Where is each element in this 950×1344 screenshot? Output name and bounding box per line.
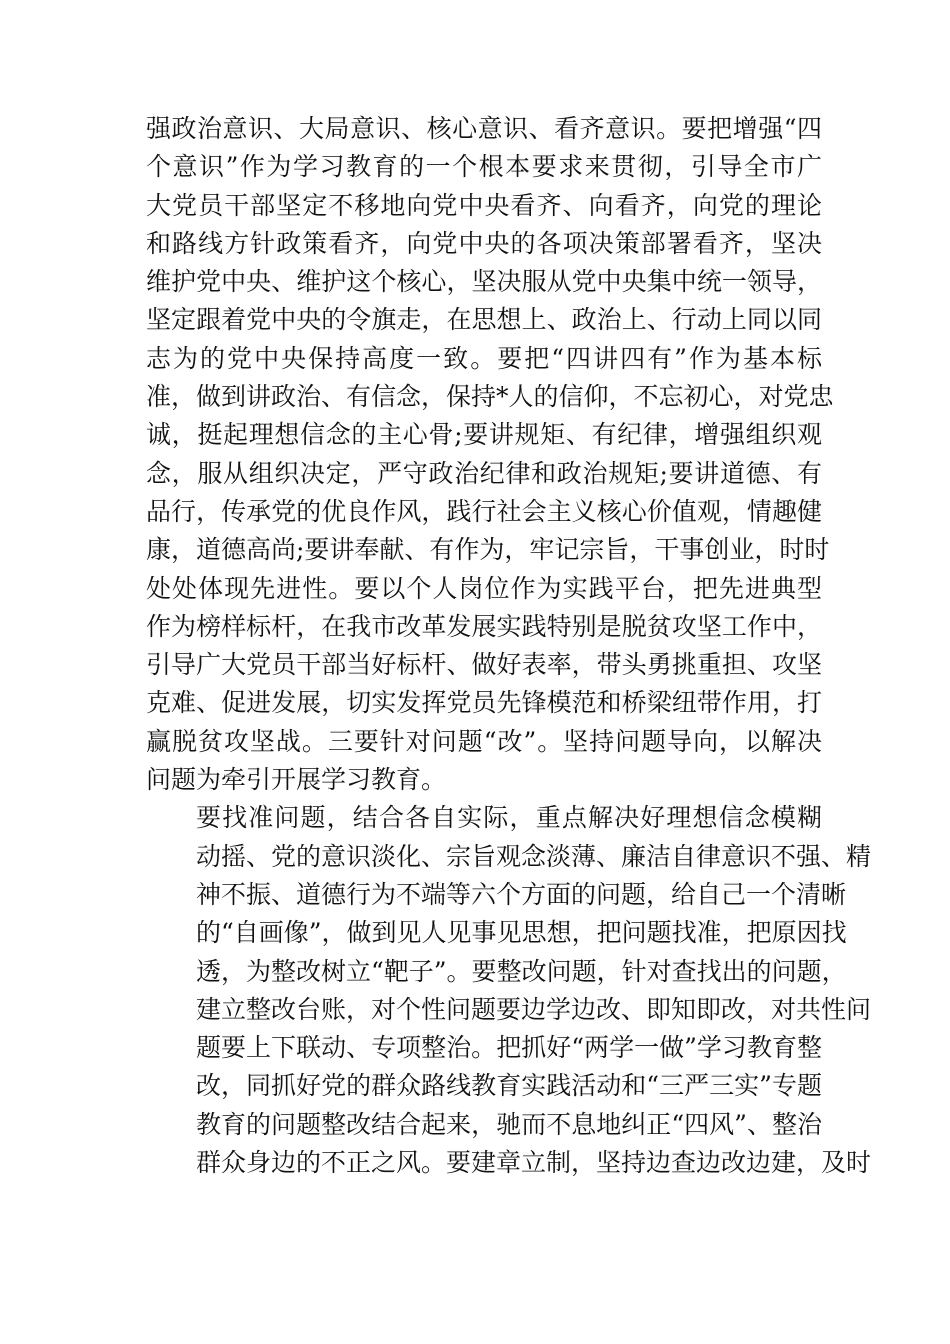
- text-line: 品行，传承党的优良作风，践行社会主义核心价值观，情趣健: [146, 496, 822, 526]
- paragraph-1: [146, 110, 834, 799]
- text-line: 改，同抓好党的群众路线教育实践活动和“三严三实”专题: [196, 1071, 822, 1101]
- text-line: 坚定跟着党中央的令旗走，在思想上、政治上、行动上同以同: [146, 305, 822, 335]
- text-line: 处处体现先进性。要以个人岗位作为实践平台，把先进典型: [146, 573, 822, 603]
- text-line: 大党员干部坚定不移地向党中央看齐、向看齐，向党的理论: [146, 190, 822, 220]
- text-line: 引导广大党员干部当好标杆、做好表率，带头勇挑重担、攻坚: [146, 650, 822, 680]
- text-line: 个意识”作为学习教育的一个根本要求来贯彻，引导全市广: [146, 152, 822, 182]
- text-line: 透，为整改树立“靶子”。要整改问题，针对查找出的问题，: [196, 956, 847, 986]
- text-line: 克难、促进发展，切实发挥党员先锋模范和桥梁纽带作用，打: [146, 688, 822, 718]
- text-line: 问题为牵引开展学习教育。: [146, 765, 447, 795]
- text-line: 群众身边的不正之风。要建章立制，坚持边查边改边建，及时: [196, 1148, 872, 1178]
- text-line: 赢脱贫攻坚战。三要针对问题“改”。坚持问题导向，以解决: [146, 726, 822, 756]
- text-line: 念，服从组织决定，严守政治纪律和政治规矩;要讲道德、有: [146, 458, 822, 488]
- text-line: 准，做到讲政治、有信念，保持*人的信仰，不忘初心，对党忠: [146, 382, 834, 412]
- text-line: 要找准问题，结合各自实际，重点解决好理想信念模糊: [196, 803, 822, 833]
- text-line: 康，道德高尚;要讲奉献、有作为，牢记宗旨，干事创业，时时: [146, 535, 830, 565]
- text-line: 的“自画像”，做到见人见事见思想，把问题找准，把原因找: [196, 918, 847, 948]
- text-line: 神不振、道德行为不端等六个方面的问题，给自己一个清晰: [196, 879, 847, 909]
- text-line: 动摇、党的意识淡化、宗旨观念淡薄、廉洁自律意识不强、精: [196, 841, 872, 871]
- text-line: 教育的问题整改结合起来，驰而不息地纠正“四风”、整治: [196, 1109, 822, 1139]
- text-line: 题要上下联动、专项整治。把抓好“两学一做”学习教育整: [196, 1033, 822, 1063]
- text-line: 作为榜样标杆，在我市改革发展实践特别是脱贫攻坚工作中，: [146, 611, 822, 641]
- paragraph-2: [146, 799, 872, 1182]
- text-line: 和路线方针政策看齐，向党中央的各项决策部署看齐，坚决: [146, 228, 822, 258]
- text-line: 建立整改台账，对个性问题要边学边改、即知即改，对共性问: [196, 994, 872, 1024]
- document-body: [146, 110, 872, 1182]
- text-line: 志为的党中央保持高度一致。要把“四讲四有”作为基本标: [146, 343, 822, 373]
- text-line: 维护党中央、维护这个核心，坚决服从党中央集中统一领导，: [146, 267, 822, 297]
- text-line: 强政治意识、大局意识、核心意识、看齐意识。要把增强“四: [146, 114, 822, 143]
- text-line: 诚，挺起理想信念的主心骨;要讲规矩、有纪律，增强组织观: [146, 420, 822, 450]
